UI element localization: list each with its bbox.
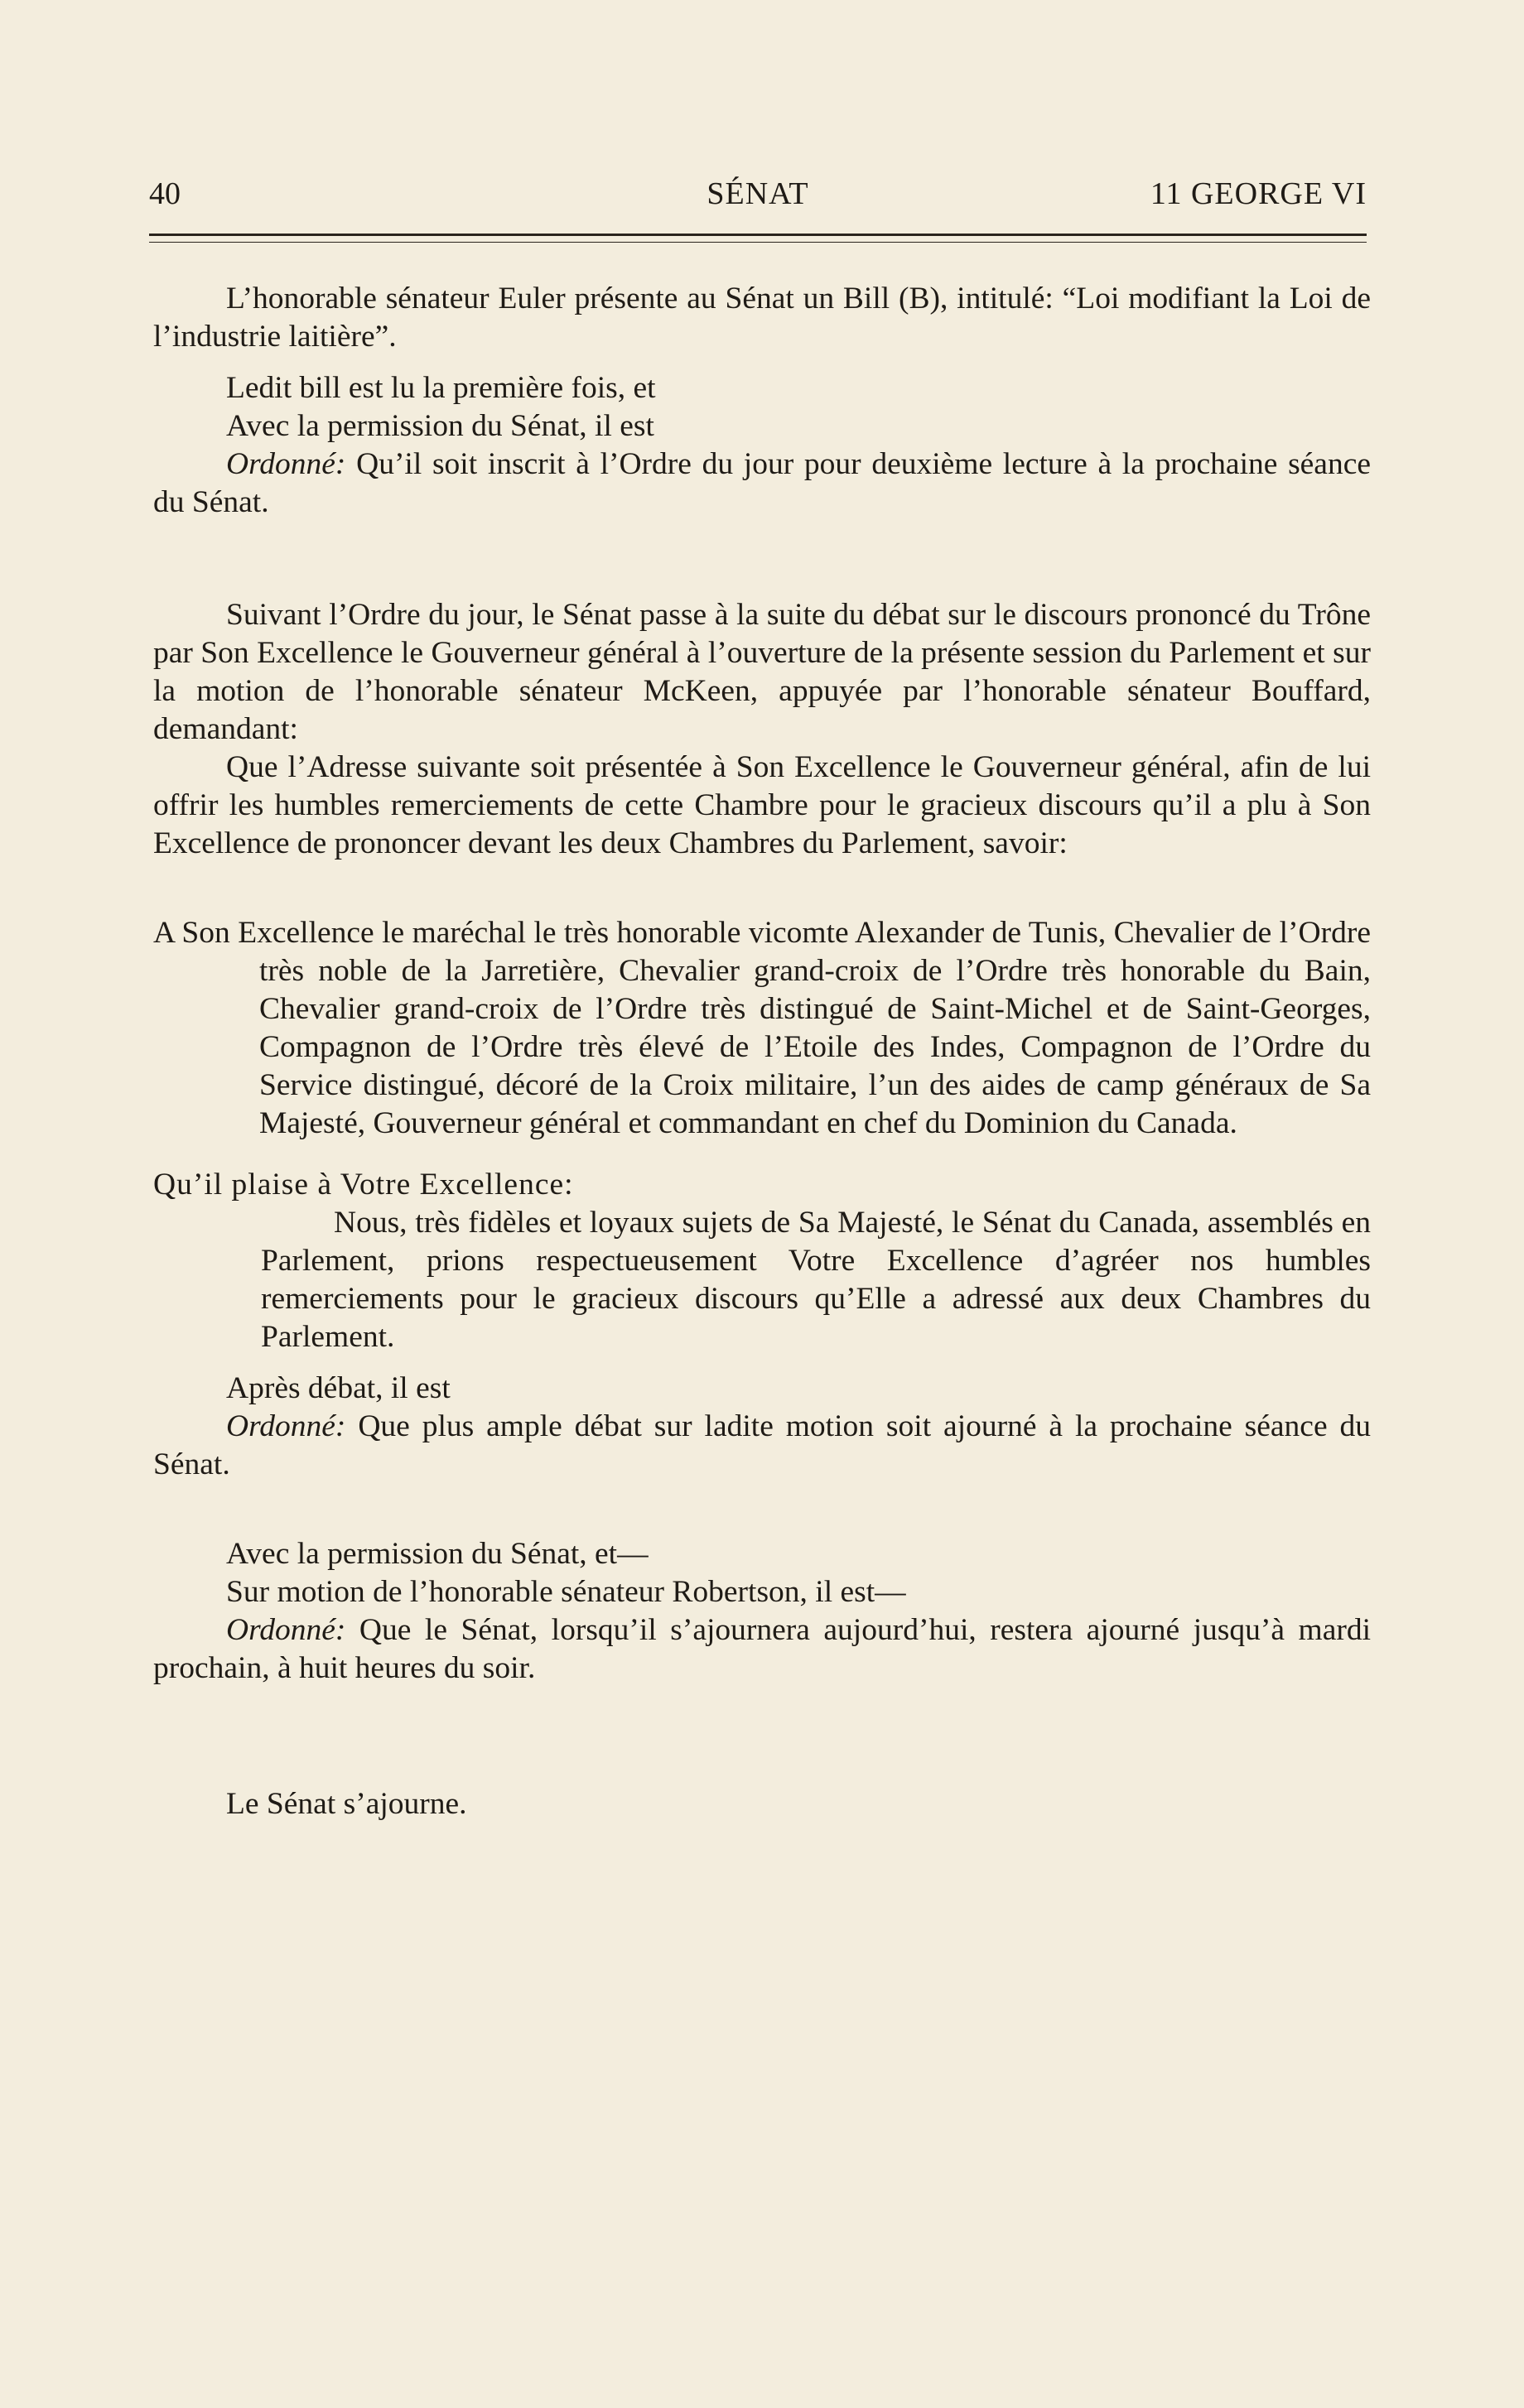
paragraph-permission: Avec la permission du Sénat, il est [226,409,654,443]
paragraph-order-second-reading [153,445,1371,522]
header-rule-thin [149,242,1367,243]
paragraph-senate-adjourns: Le Sénat s’ajourne. [226,1787,467,1821]
paragraph-permission-2: Avec la permission du Sénat, et— [226,1537,649,1571]
paragraph-salutation: Qu’il plaise à Votre Excellence: [153,1168,574,1202]
paragraph-order-adjourn-debate [153,1408,1371,1484]
paragraph-address-body: Nous, très fidèles et loyaux sujets de Sa Majesté, le Sénat du Canada, assemblés en Parlement, prions respectueusement Votre Excellence d’agréer nos humbles remerciements pour le gracieux discours qu’Elle a adressé aux deux Chambres du Parlement. [261,1206,1371,1354]
order-text: Qu’il soit inscrit à l’Ordre du jour pour deuxième lecture à la prochaine séance du Sénat. [153,447,1371,519]
paragraph-address-recipient: A Son Excellence le maréchal le très honorable vicomte Alexander de Tunis, Chevalier de l’Ordre très noble de la Jarretière, Chevalier grand-croix de l’Ordre très honorable du Bain, Chevalier grand-croix de l’Ordre très distingué de Saint-Michel et de Saint-Georges, Compagnon de l’Ordre très élevé de l’Etoile des Indes, Compagnon de l’Ordre du Service distingué, décoré de la Croix militaire, l’un des aides de camp généraux de Sa Majesté, Gouverneur général et commandant en chef du Dominion du Canada. [153,916,1371,1140]
header-session: 11 GEORGE VI [1150,176,1367,211]
page-number: 40 [149,176,181,211]
paragraph-bill-presented: L’honorable sénateur Euler présente au Sénat un Bill (B), intitulé: “Loi modifiant la Loi de l’industrie laitière”. [153,282,1371,354]
paragraph-address-motion: Que l’Adresse suivante soit présentée à Son Excellence le Gouverneur général, afin de lui offrir les humbles remerciements de cette Chambre pour le gracieux discours qu’il a plu à Son Excellence de prononcer devant les deux Chambres du Parlement, savoir: [153,750,1371,860]
document-body [153,280,1371,1823]
page-header [149,176,1367,225]
order-label: Ordonné: [226,1613,346,1647]
order-label: Ordonné: [226,447,346,481]
paragraph-first-reading: Ledit bill est lu la première fois, et [226,371,656,405]
order-text: Que plus ample débat sur ladite motion soit ajourné à la prochaine séance du Sénat. [153,1409,1371,1481]
header-rule-thick [149,234,1367,236]
header-title: SÉNAT [707,176,809,211]
paragraph-after-debate: Après débat, il est [226,1371,451,1405]
order-text: Que le Sénat, lorsqu’il s’ajournera aujourd’hui, restera ajourné jusqu’à mardi prochain, à huit heures du soir. [153,1613,1371,1685]
paragraph-order-adjourn-senate [153,1611,1371,1688]
order-label: Ordonné: [226,1409,346,1443]
paragraph-robertson-motion: Sur motion de l’honorable sénateur Robertson, il est— [226,1575,906,1609]
paragraph-order-of-day: Suivant l’Ordre du jour, le Sénat passe à la suite du débat sur le discours prononcé du Trône par Son Excellence le Gouverneur général à l’ouverture de la présente session du Parlement et sur la motion de l’honorable sénateur McKeen, appuyée par l’honorable sénateur Bouffard, demandant: [153,598,1371,746]
